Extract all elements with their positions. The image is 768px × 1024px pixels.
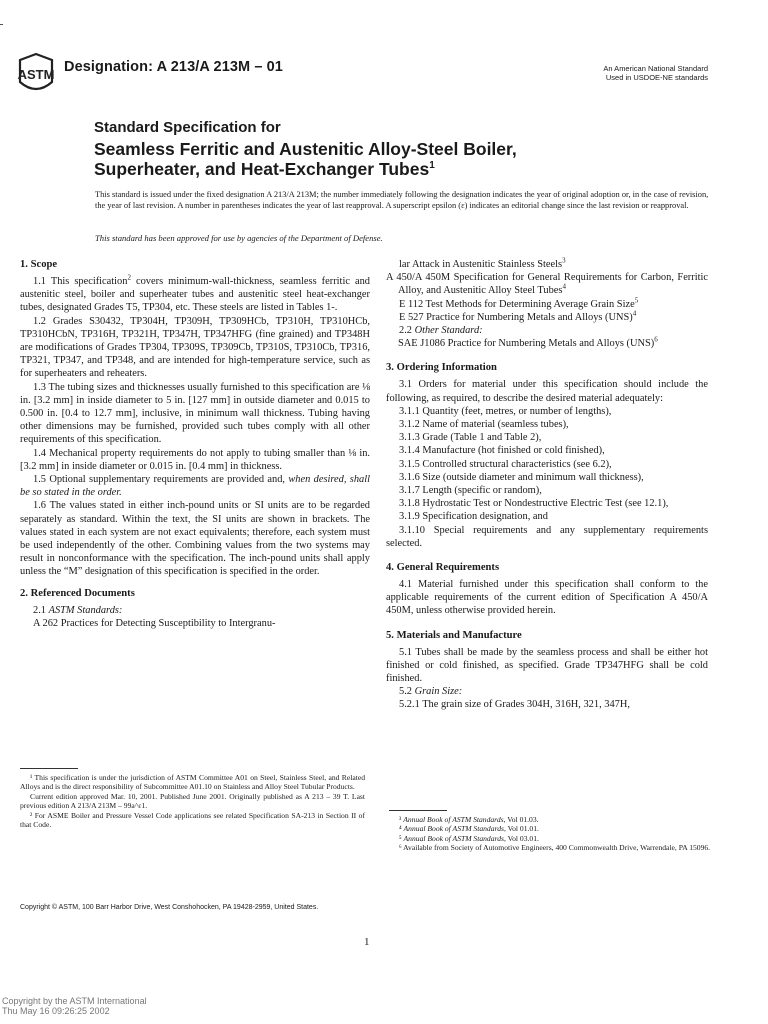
designation: Designation: A 213/A 213M – 01 xyxy=(64,59,283,75)
para-3-1-7: 3.1.7 Length (specific or random), xyxy=(399,485,542,497)
national-standard-note xyxy=(560,64,708,82)
footnote-1-edition: Current edition approved Mar. 10, 2001. Published June 2001. Originally published as A 213 – 39 T. Last previous edition A 213/A 213M – 99a^ε1. xyxy=(20,791,365,811)
para-1-3: 1.3 The tubing sizes and thicknesses usually furnished to this specification are ⅛ in. [3.2 mm] in inside diameter to 5 in. [127 mm] in outside diameter and 0.015 to 0.500 in. [0.4 to 12.7 mm], inclusive, in minimum wall thickness. Tubing having other dimensions may be furnished, provided such tubes comply with all other requirements of this specification. xyxy=(20,381,370,446)
para-5-2-1: 5.2.1 The grain size of Grades 304H, 316H, 321, 347H, xyxy=(399,699,630,711)
title-line1: Standard Specification for xyxy=(94,119,281,136)
para-2-2: 2.2 Other Standard: xyxy=(399,325,483,337)
dod-approval-note: This standard has been approved for use by agencies of the Department of Defense. xyxy=(95,233,383,243)
para-1-6: 1.6 The values stated in either inch-pound units or SI units are to be regarded separately as standard. Within the text, the SI units are shown in brackets. The values stated in each system are not exact equivalents; therefore, each system must be used independently of the other. Combining values from the two systems may result in nonconformance with the specification. The inch-pound units shall apply unless the “M” designation of this specification is specified in the order. xyxy=(20,500,370,578)
para-1-5: 1.5 Optional supplementary requirements are provided and, when desired, shall be so stated in the order. xyxy=(20,474,370,499)
scope-heading: 1. Scope xyxy=(20,259,58,270)
para-3-1-1: 3.1.1 Quantity (feet, metres, or number of lengths), xyxy=(399,405,612,417)
footnote-1: ¹ This specification is under the jurisdiction of ASTM Committee A01 on Steel, Stainless Steel, and Related Alloys and is the direct responsibility of Subcommittee A01.10 on Stainless and Alloy Steel Tubular Products. xyxy=(20,773,365,792)
footnotes-right xyxy=(389,815,711,853)
para-4-1: 4.1 Material furnished under this specification shall conform to the applicable requirements of the current edition of Specification A 450/A 450M, unless otherwise provided herein. xyxy=(386,579,708,617)
fn-ref-2: 2 xyxy=(127,273,131,282)
watermark-line1: Copyright by the ASTM International xyxy=(2,996,147,1006)
footnote-rule-right xyxy=(389,810,447,811)
footnote-rule-left xyxy=(20,768,78,769)
ref-a262-continued: lar Attack in Austenitic Stainless Steels$^3$ xyxy=(399,256,566,270)
para-3-1-4: 3.1.4 Manufacture (hot finished or cold finished), xyxy=(399,445,605,457)
issuance-note: This standard is issued under the fixed designation A 213/A 213M; the number immediately following the designation indicates the year of original adoption or, in the case of revision, the year of last revision. A number in parentheses indicates the year of last reapproval. A superscript epsilon (ε) indicates an editorial change since the last revision or reapproval. xyxy=(95,190,709,210)
edge-mark xyxy=(0,24,3,25)
para-3-1-10: 3.1.10 Special requirements and any supplementary requirements selected. xyxy=(386,524,708,549)
para-3-1: 3.1 Orders for material under this specification should include the following, as required, to describe the desired material adequately: xyxy=(386,379,708,404)
para-1-1: 1.1 This specification$^2$ covers minimum-wall-thickness, seamless ferritic and austenitic steel, boiler and superheater tubes and austenitic steel heat-exchanger tubes, designated Grades T5, TP304, etc. These steels are listed in Tables 1-. xyxy=(20,273,370,314)
ref-e112: E 112 Test Methods for Determining Average Grain Size$^5$ xyxy=(399,296,639,310)
para-3-1-8: 3.1.8 Hydrostatic Test or Nondestructive Electric Test (see 12.1), xyxy=(399,498,669,510)
para-3-1-6: 3.1.6 Size (outside diameter and minimum wall thickness), xyxy=(399,471,644,483)
watermark-line2: Thu May 16 09:26:25 2002 xyxy=(2,1006,110,1016)
ref-a450: A 450/A 450M Specification for General Requirements for Carbon, Ferritic Alloy, and Austenitic Alloy Steel Tubes$^4$ xyxy=(386,272,708,297)
para-3-1-3: 3.1.3 Grade (Table 1 and Table 2), xyxy=(399,432,542,444)
footnote-4: ⁴ Annual Book of ASTM Standards, Vol 01.01. xyxy=(399,824,539,834)
copyright-line: Copyright © ASTM, 100 Barr Harbor Drive, West Conshohocken, PA 19428-2959, United States. xyxy=(20,904,319,911)
footnote-6: ⁶ Available from Society of Automotive Engineers, 400 Commonwealth Drive, Warrendale, PA 15096. xyxy=(399,843,711,853)
footnote-3: ³ Annual Book of ASTM Standards, Vol 01.03. xyxy=(399,815,539,824)
para-5-2: 5.2 Grain Size: xyxy=(399,686,463,698)
page-number: 1 xyxy=(364,936,370,948)
materials-manufacture-heading: 5. Materials and Manufacture xyxy=(386,629,522,641)
referenced-documents-heading: 2. Referenced Documents xyxy=(20,587,135,599)
para-3-1-9: 3.1.9 Specification designation, and xyxy=(399,511,548,523)
right-column xyxy=(386,258,708,712)
astm-logo xyxy=(16,52,56,96)
footnote-5: ⁵ Annual Book of ASTM Standards, Vol 03.01. xyxy=(399,833,539,843)
ref-e527: E 527 Practice for Numbering Metals and Alloys (UNS)$^4$ xyxy=(399,309,637,323)
left-column xyxy=(20,258,370,630)
para-3-1-2: 3.1.2 Name of material (seamless tubes), xyxy=(399,419,569,431)
document-title xyxy=(94,118,654,179)
para-1-2: 1.2 Grades S30432, TP304H, TP309H, TP309HCb, TP310H, TP310HCb, TP310HCbN, TP316H, TP321H, TP347H, TP347HFG (fine grained) and TP348H are modifications of Grades TP304, TP309S, TP309Cb, TP310S, TP310Cb, TP316, TP321, TP347, and TP348, and are intended for high-temperature service, such as for superheaters and reheaters. xyxy=(20,315,370,380)
footnotes-left xyxy=(20,773,365,829)
footnote-2: ² For ASME Boiler and Pressure Vessel Code applications see related Specification SA-213 in Section II of that Code. xyxy=(20,810,365,830)
ref-sae-j1086: SAE J1086 Practice for Numbering Metals and Alloys (UNS)$^6$ xyxy=(398,335,658,350)
ref-a262: A 262 Practices for Detecting Susceptibility to Intergranu- xyxy=(33,617,276,629)
national-standard-line2: Used in USDOE-NE standards xyxy=(605,73,708,82)
para-2-1: 2.1 ASTM Standards: xyxy=(33,604,123,616)
general-requirements-heading: 4. General Requirements xyxy=(386,562,500,574)
para-1-4: 1.4 Mechanical property requirements do not apply to tubing smaller than ⅛ in. [3.2 mm] in inside diameter or 0.015 in. [0.4 mm] in thickness. xyxy=(20,447,370,472)
title-line2: Seamless Ferritic and Austenitic Alloy-Steel Boiler, xyxy=(94,139,517,159)
svg-text:ASTM: ASTM xyxy=(17,67,55,82)
copyright-watermark xyxy=(2,996,147,1016)
ordering-information-heading: 3. Ordering Information xyxy=(386,362,497,374)
title-footnote-mark: 1 xyxy=(429,160,435,172)
para-5-1: 5.1 Tubes shall be made by the seamless process and shall be either hot finished or cold finished, as specified. Grade TP347HFG shall be cold finished. xyxy=(386,646,708,685)
national-standard-line1: An American National Standard xyxy=(603,64,708,73)
title-line3: Superheater, and Heat-Exchanger Tubes xyxy=(94,159,430,179)
para-3-1-5: 3.1.5 Controlled structural characteristics (see 6.2), xyxy=(399,458,612,470)
